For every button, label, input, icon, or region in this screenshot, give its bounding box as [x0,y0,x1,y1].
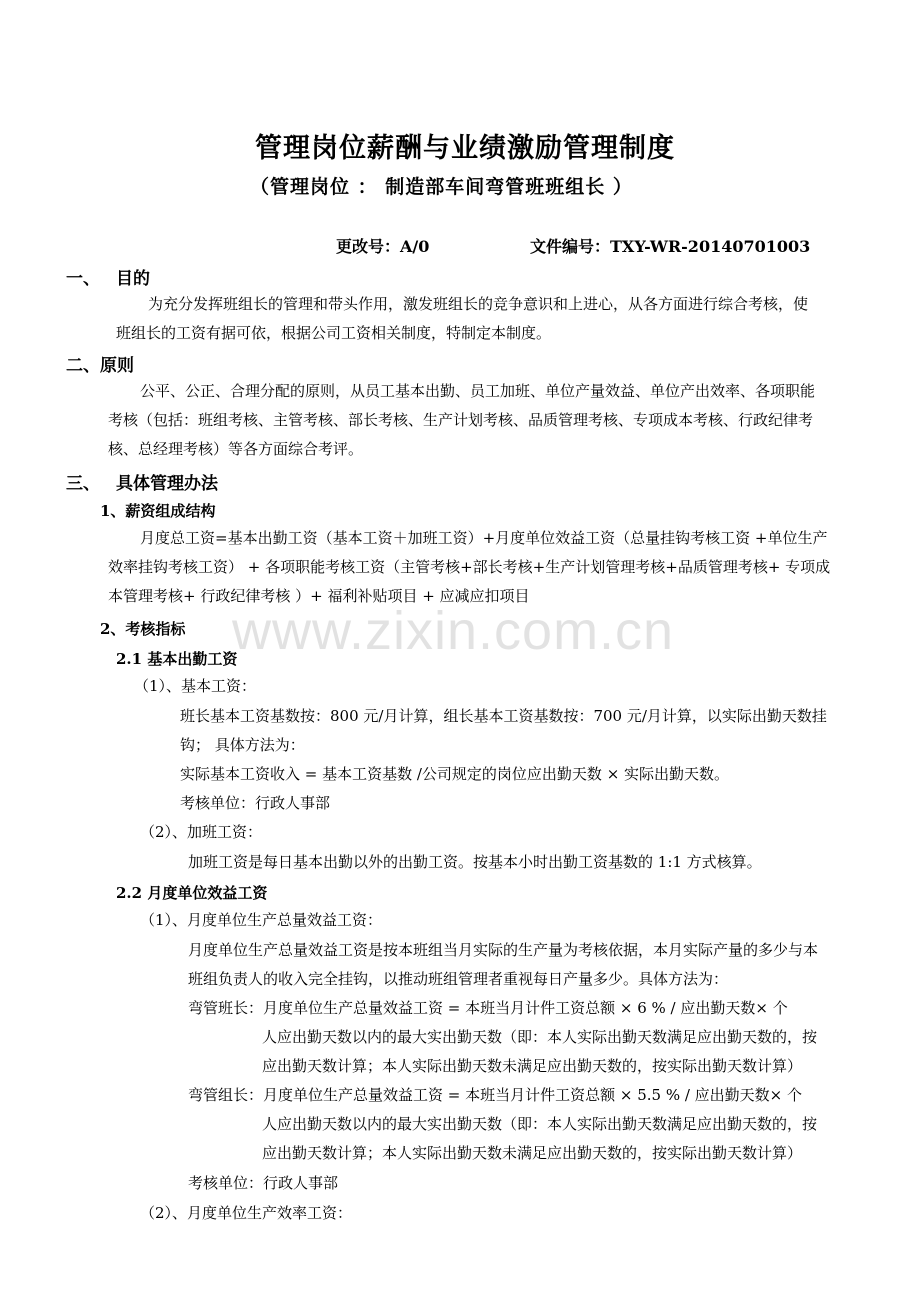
item-overtime-pay: （2）、加班工资： [140,823,263,841]
total-output-line-2: 班组负责人的收入完全挂钩，以推动班组管理者重视每日产量多少。具体方法为： [188,970,729,988]
subsection-2-heading: 2、考核指标 [100,620,186,638]
subsection-1-line-3: 本管理考核+ 行政纪律考核 ）+ 福利补贴项目 + 应减应扣项目 [108,587,530,605]
section-3-number: 三、 [66,474,100,494]
total-output-line-1: 月度单位生产总量效益工资是按本班组当月实际的生产量为考核依据，本月实际产量的多少与本 [188,941,819,959]
item-efficiency-pay: （2）、月度单位生产效率工资： [140,1204,353,1222]
section-1-number: 一、 [66,269,100,289]
subsection-1-line-1: 月度总工资=基本出勤工资（基本工资＋加班工资）+月度单位效益工资（总量挂钩考核工资 +单位生产 [140,529,828,547]
section-2-heading: 二、原则 [66,356,134,376]
team-leader-formula-line-3: 应出勤天数计算；本人实际出勤天数未满足应出勤天数的，按实际出勤天数计算） [262,1057,803,1075]
subsection-1-line-2: 效率挂钩考核工资） + 各项职能考核工资（主管考核+部长考核+生产计划管理考核+品质管理考核+ 专项成 [108,558,831,576]
item-basic-salary: （1）、基本工资： [134,677,257,695]
group-leader-formula-line-2: 人应出勤天数以内的最大实出勤天数（即：本人实际出勤天数满足应出勤天数的，按 [262,1115,818,1133]
document-number: 文件编号：TXY-WR-20140701003 [530,237,811,256]
team-leader-formula-line-1: 弯管班长：月度单位生产总量效益工资 = 本班当月计件工资总额 × 6 % / 应出勤天数× 个 [188,999,788,1017]
subsection-1-heading: 1、薪资组成结构 [100,502,216,520]
section-1-line-1: 为充分发挥班组长的管理和带头作用，激发班组长的竞争意识和上进心，从各方面进行综合考核，使 [148,295,809,313]
overtime-pay-line-1: 加班工资是每日基本出勤以外的出勤工资。按基本小时出勤工资基数的 1:1 方式核算。 [188,853,762,871]
revision-number: 更改号：A/0 [336,237,430,256]
basic-salary-assessor: 考核单位：行政人事部 [180,794,331,812]
section-2-line-1: 公平、公正、合理分配的原则，从员工基本出勤、员工加班、单位产量效益、单位产出效率、各项职能 [140,382,816,400]
basic-salary-line-1: 班长基本工资基数按：800 元/月计算，组长基本工资基数按：700 元/月计算，以实际出勤天数挂 [180,707,827,725]
section-3-title: 具体管理办法 [116,474,218,494]
watermark: www.zixin.com.cn [232,601,675,661]
section-1-title: 目的 [116,269,150,289]
section-2-line-2: 考核（包括：班组考核、主管考核、部长考核、生产计划考核、品质管理考核、专项成本考核、行政纪律考 [108,411,814,429]
basic-salary-formula: 实际基本工资收入 = 基本工资基数 /公司规定的岗位应出勤天数 × 实际出勤天数。 [180,765,730,783]
group-leader-formula-line-3: 应出勤天数计算；本人实际出勤天数未满足应出勤天数的，按实际出勤天数计算） [262,1144,803,1162]
item-total-output-pay: （1）、月度单位生产总量效益工资： [140,911,383,929]
subsection-2-1-heading: 2.1 基本出勤工资 [116,650,238,668]
document-title: 管理岗位薪酬与业绩激励管理制度 [255,133,675,164]
document-subtitle: （管理岗位 ： 制造部车间弯管班班组长 ） [250,176,633,198]
group-leader-formula-line-1: 弯管组长：月度单位生产总量效益工资 = 本班当月计件工资总额 × 5.5 % / 应出勤天数× 个 [188,1086,803,1104]
output-pay-assessor: 考核单位：行政人事部 [188,1174,339,1192]
section-2-line-3: 核、总经理考核）等各方面综合考评。 [108,440,364,458]
team-leader-formula-line-2: 人应出勤天数以内的最大实出勤天数（即：本人实际出勤天数满足应出勤天数的，按 [262,1028,818,1046]
subsection-2-2-heading: 2.2 月度单位效益工资 [116,884,268,902]
section-1-line-2: 班组长的工资有据可依，根据公司工资相关制度，特制定本制度。 [116,324,552,342]
basic-salary-line-2: 钩； 具体方法为： [180,736,305,754]
